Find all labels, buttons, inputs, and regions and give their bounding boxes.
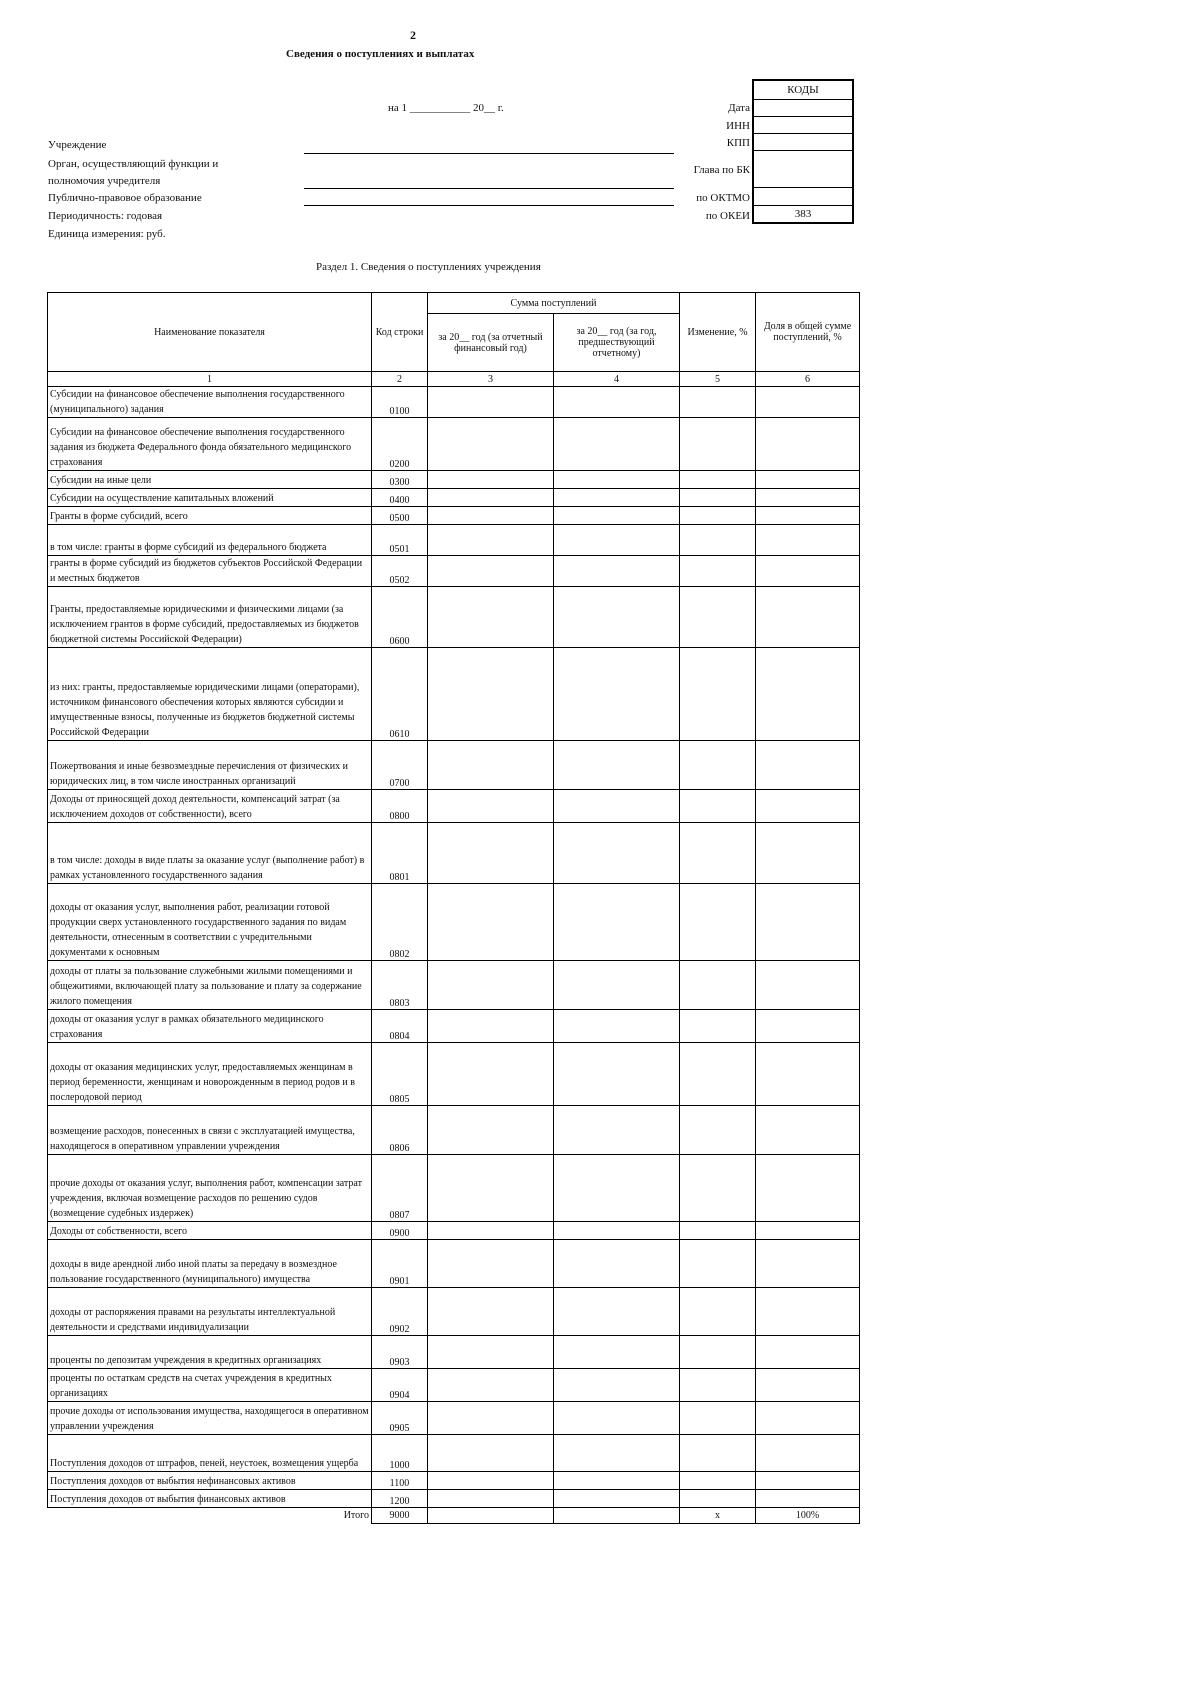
value-cell[interactable]: [680, 790, 756, 823]
value-cell[interactable]: [756, 1106, 860, 1155]
page-number: 2: [410, 28, 416, 42]
value-cell[interactable]: [680, 1435, 756, 1472]
value-cell[interactable]: [428, 525, 554, 556]
value-cell[interactable]: [756, 1435, 860, 1472]
value-cell[interactable]: [680, 525, 756, 556]
founder-label-line2: полномочия учредителя: [48, 175, 161, 187]
table-row: [48, 1435, 860, 1472]
row-name: Доходы от собственности, всего: [48, 1222, 372, 1240]
row-name: в том числе: доходы в виде платы за оказание услуг (выполнение работ) в рамках установленного государственного задания: [48, 823, 372, 884]
row-name: Поступления доходов от выбытия финансовых активов: [48, 1490, 372, 1508]
column-number: 5: [680, 372, 756, 387]
value-cell[interactable]: [554, 1240, 680, 1288]
value-cell[interactable]: [756, 418, 860, 471]
row-name: прочие доходы от оказания услуг, выполнения работ, компенсации затрат учреждения, включая возмещение расходов по решению судов (возмещение судебных издержек): [48, 1155, 372, 1222]
table-row: [48, 1402, 860, 1435]
row-code: 0100: [372, 387, 428, 418]
value-cell[interactable]: [680, 1369, 756, 1402]
value-cell[interactable]: [554, 1043, 680, 1106]
codes-header: КОДЫ: [754, 81, 852, 100]
value-cell[interactable]: [428, 1402, 554, 1435]
table-row: [48, 1106, 860, 1155]
value-cell[interactable]: [756, 1010, 860, 1043]
table-row: [48, 525, 860, 556]
value-cell[interactable]: [756, 1402, 860, 1435]
row-name: проценты по депозитам учреждения в кредитных организациях: [48, 1336, 372, 1369]
value-cell[interactable]: [680, 1240, 756, 1288]
value-cell[interactable]: [756, 1490, 860, 1508]
total-code: 9000: [372, 1508, 428, 1524]
value-cell[interactable]: [756, 1288, 860, 1336]
value-cell[interactable]: [756, 387, 860, 418]
row-code: 0300: [372, 471, 428, 489]
value-cell[interactable]: [428, 1155, 554, 1222]
row-name: Гранты в форме субсидий, всего: [48, 507, 372, 525]
unit-label: Единица измерения: руб.: [48, 228, 166, 240]
value-cell[interactable]: [428, 823, 554, 884]
value-cell[interactable]: [554, 648, 680, 741]
row-name: возмещение расходов, понесенных в связи с эксплуатацией имущества, находящегося в оперативном управлении учреждения: [48, 1106, 372, 1155]
table-row: [48, 1155, 860, 1222]
value-cell[interactable]: [756, 471, 860, 489]
row-name: Доходы от приносящей доход деятельности, компенсаций затрат (за исключением доходов от собственности), всего: [48, 790, 372, 823]
value-cell[interactable]: [428, 1106, 554, 1155]
row-code: 0900: [372, 1222, 428, 1240]
row-code: 0804: [372, 1010, 428, 1043]
value-cell[interactable]: [554, 1402, 680, 1435]
column-number: 6: [756, 372, 860, 387]
value-cell[interactable]: [756, 1043, 860, 1106]
table-row: [48, 1369, 860, 1402]
value-cell[interactable]: [554, 471, 680, 489]
column-number: 1: [48, 372, 372, 387]
value-cell[interactable]: [680, 387, 756, 418]
value-cell[interactable]: [554, 1336, 680, 1369]
code-cell-oktmo[interactable]: [754, 188, 852, 206]
value-cell[interactable]: [680, 1472, 756, 1490]
value-cell[interactable]: [428, 1010, 554, 1043]
code-cell-date[interactable]: [754, 99, 852, 117]
section-title: Раздел 1. Сведения о поступлениях учреждения: [316, 261, 541, 273]
value-cell[interactable]: [680, 1288, 756, 1336]
row-code: 1200: [372, 1490, 428, 1508]
value-cell[interactable]: [554, 1508, 680, 1524]
value-cell[interactable]: [554, 587, 680, 648]
row-name: доходы от распоряжения правами на результаты интеллектуальной деятельности и средствами индивидуализации: [48, 1288, 372, 1336]
value-cell[interactable]: [428, 1336, 554, 1369]
value-cell[interactable]: [554, 1369, 680, 1402]
value-cell[interactable]: [680, 884, 756, 961]
value-cell[interactable]: [428, 587, 554, 648]
codes-box: [752, 79, 854, 224]
value-cell[interactable]: [428, 1240, 554, 1288]
value-cell[interactable]: [680, 587, 756, 648]
code-label-oktmo: по ОКТМО: [696, 192, 750, 204]
header-col3: за 20__ год (за отчетный финансовый год): [428, 314, 554, 372]
document-title: Сведения о поступлениях и выплатах: [286, 48, 475, 60]
value-cell[interactable]: [554, 1288, 680, 1336]
value-cell[interactable]: [756, 587, 860, 648]
table-row: [48, 741, 860, 790]
founder-label-line1: Орган, осуществляющий функции и: [48, 158, 219, 170]
total-share: 100%: [756, 1508, 860, 1524]
value-cell[interactable]: [756, 1155, 860, 1222]
row-code: 0200: [372, 418, 428, 471]
row-code: 0400: [372, 489, 428, 507]
value-cell[interactable]: [756, 1240, 860, 1288]
header-code: Код строки: [372, 293, 428, 372]
table-row: [48, 507, 860, 525]
value-cell[interactable]: [428, 1222, 554, 1240]
row-name: доходы от оказания услуг, выполнения работ, реализации готовой продукции сверх установленного государственного задания по видам деятельности, отнесенным в соответствии с учредительными документами к основным: [48, 884, 372, 961]
value-cell[interactable]: [756, 648, 860, 741]
row-name: доходы от оказания медицинских услуг, предоставляемых женщинам в период беременности, женщинам и новорожденным в период родов и в послеродовой период: [48, 1043, 372, 1106]
table-row: [48, 884, 860, 961]
value-cell[interactable]: [428, 1490, 554, 1508]
row-name: Пожертвования и иные безвозмездные перечисления от физических и юридических лиц, в том числе иностранных организаций: [48, 741, 372, 790]
value-cell[interactable]: [554, 1155, 680, 1222]
table-row: [48, 1490, 860, 1508]
value-cell[interactable]: [554, 1010, 680, 1043]
value-cell[interactable]: [428, 961, 554, 1010]
value-cell[interactable]: [554, 1490, 680, 1508]
institution-label: Учреждение: [48, 139, 107, 151]
value-cell[interactable]: [756, 741, 860, 790]
column-number: 2: [372, 372, 428, 387]
row-name: Субсидии на финансовое обеспечение выполнения государственного задания из бюджета Федерального фонда обязательного медицинского страхования: [48, 418, 372, 471]
row-code: 0806: [372, 1106, 428, 1155]
table-row: [48, 1472, 860, 1490]
date-line: на 1 ___________ 20__ г.: [388, 102, 504, 114]
value-cell[interactable]: [756, 1472, 860, 1490]
code-cell-kpp[interactable]: [754, 134, 852, 151]
value-cell[interactable]: [756, 823, 860, 884]
value-cell[interactable]: [680, 648, 756, 741]
table-row: [48, 387, 860, 418]
value-cell[interactable]: [756, 1369, 860, 1402]
row-code: 0700: [372, 741, 428, 790]
header-col4: за 20__ год (за год, предшествующий отчетному): [554, 314, 680, 372]
value-cell[interactable]: [756, 525, 860, 556]
value-cell[interactable]: [680, 1222, 756, 1240]
value-cell[interactable]: [428, 1472, 554, 1490]
value-cell[interactable]: [680, 489, 756, 507]
table-row: [48, 961, 860, 1010]
institution-fill-line[interactable]: [304, 153, 674, 154]
value-cell[interactable]: [756, 507, 860, 525]
header-sum-group: Сумма поступлений: [428, 293, 680, 314]
row-name: доходы от оказания услуг в рамках обязательного медицинского страхования: [48, 1010, 372, 1043]
table-row: [48, 587, 860, 648]
row-name: Субсидии на осуществление капитальных вложений: [48, 489, 372, 507]
table-row: [48, 790, 860, 823]
table-row: [48, 648, 860, 741]
column-number-row: [48, 372, 860, 387]
table-row: [48, 418, 860, 471]
row-code: 0610: [372, 648, 428, 741]
value-cell[interactable]: [680, 556, 756, 587]
value-cell[interactable]: [428, 507, 554, 525]
value-cell[interactable]: [680, 1490, 756, 1508]
row-code: 0502: [372, 556, 428, 587]
row-name: Гранты, предоставляемые юридическими и физическими лицами (за исключением грантов в форме субсидий, предоставляемых из бюджетов бюджетной системы Российской Федерации): [48, 587, 372, 648]
value-cell[interactable]: [428, 1043, 554, 1106]
row-code: 0903: [372, 1336, 428, 1369]
table-row: [48, 1010, 860, 1043]
row-name: проценты по остаткам средств на счетах учреждения в кредитных организациях: [48, 1369, 372, 1402]
row-code: 0904: [372, 1369, 428, 1402]
row-code: 0500: [372, 507, 428, 525]
founder-fill-line[interactable]: [304, 188, 674, 189]
value-cell[interactable]: [756, 556, 860, 587]
value-cell[interactable]: [554, 1222, 680, 1240]
row-code: 0807: [372, 1155, 428, 1222]
value-cell[interactable]: [680, 1155, 756, 1222]
value-cell[interactable]: [680, 961, 756, 1010]
row-code: 0901: [372, 1240, 428, 1288]
table-row: [48, 1222, 860, 1240]
value-cell[interactable]: [428, 489, 554, 507]
value-cell[interactable]: [428, 471, 554, 489]
value-cell[interactable]: [756, 884, 860, 961]
value-cell[interactable]: [680, 1010, 756, 1043]
row-code: 1000: [372, 1435, 428, 1472]
value-cell[interactable]: [428, 1288, 554, 1336]
value-cell[interactable]: [680, 741, 756, 790]
row-name: Субсидии на финансовое обеспечение выполнения государственного (муниципального) задания: [48, 387, 372, 418]
value-cell[interactable]: [554, 556, 680, 587]
value-cell[interactable]: [428, 648, 554, 741]
total-label: Итого: [48, 1508, 372, 1524]
table-row: [48, 556, 860, 587]
code-label-okei: по ОКЕИ: [705, 210, 750, 222]
table-row: [48, 489, 860, 507]
value-cell[interactable]: [680, 1402, 756, 1435]
value-cell[interactable]: [554, 790, 680, 823]
row-code: 0501: [372, 525, 428, 556]
value-cell[interactable]: [554, 387, 680, 418]
value-cell[interactable]: [680, 823, 756, 884]
header-change: Изменение, %: [680, 293, 756, 372]
value-cell[interactable]: [680, 471, 756, 489]
header-share: Доля в общей сумме поступлений, %: [756, 293, 860, 372]
value-cell[interactable]: [554, 525, 680, 556]
row-name: доходы в виде арендной либо иной платы за передачу в возмездное пользование государственного (муниципального) имущества: [48, 1240, 372, 1288]
table-row: [48, 823, 860, 884]
row-code: 0802: [372, 884, 428, 961]
column-number: 3: [428, 372, 554, 387]
periodicity-label: Периодичность: годовая: [48, 210, 163, 222]
value-cell[interactable]: [428, 790, 554, 823]
row-code: 0805: [372, 1043, 428, 1106]
value-cell[interactable]: [756, 1336, 860, 1369]
row-code: 0803: [372, 961, 428, 1010]
value-cell[interactable]: [428, 1369, 554, 1402]
value-cell[interactable]: [428, 556, 554, 587]
row-code: 1100: [372, 1472, 428, 1490]
code-label-bk: Глава по БК: [693, 164, 750, 176]
value-cell[interactable]: [428, 741, 554, 790]
row-name: Субсидии на иные цели: [48, 471, 372, 489]
table-row: [48, 471, 860, 489]
table-row: [48, 1043, 860, 1106]
value-cell[interactable]: [756, 1222, 860, 1240]
row-name: Поступления доходов от выбытия нефинансовых активов: [48, 1472, 372, 1490]
table-row: [48, 1240, 860, 1288]
row-name: из них: гранты, предоставляемые юридическими лицами (операторами), источником финансового обеспечения которых являются субсидии и имущественные взносы, полученные из бюджетов бюджетной системы Российской Федерации: [48, 648, 372, 741]
row-code: 0800: [372, 790, 428, 823]
value-cell[interactable]: [428, 1508, 554, 1524]
row-name: гранты в форме субсидий из бюджетов субъектов Российской Федерации и местных бюджетов: [48, 556, 372, 587]
code-cell-bk[interactable]: [754, 151, 852, 188]
code-cell-okei: 383: [794, 208, 812, 220]
value-cell[interactable]: [554, 741, 680, 790]
total-row: [48, 1508, 860, 1524]
row-name: доходы от платы за пользование служебными жилыми помещениями и общежитиями, включающей плату за пользование и плату за содержание жилого помещения: [48, 961, 372, 1010]
row-code: 0902: [372, 1288, 428, 1336]
value-cell[interactable]: [554, 489, 680, 507]
row-name: прочие доходы от использования имущества, находящегося в оперативном управлении учреждения: [48, 1402, 372, 1435]
row-name: Поступления доходов от штрафов, пеней, неустоек, возмещения ущерба: [48, 1435, 372, 1472]
code-label-inn: ИНН: [726, 120, 750, 132]
header-name: Наименование показателя: [48, 293, 372, 372]
value-cell[interactable]: [680, 507, 756, 525]
value-cell[interactable]: [428, 1435, 554, 1472]
value-cell[interactable]: [756, 790, 860, 823]
value-cell[interactable]: [554, 884, 680, 961]
value-cell[interactable]: [554, 823, 680, 884]
row-code: 0801: [372, 823, 428, 884]
value-cell[interactable]: [428, 387, 554, 418]
value-cell[interactable]: [756, 489, 860, 507]
value-cell[interactable]: [680, 1336, 756, 1369]
row-code: 0905: [372, 1402, 428, 1435]
value-cell[interactable]: [428, 884, 554, 961]
value-cell[interactable]: [680, 418, 756, 471]
table-row: [48, 1336, 860, 1369]
public-entity-fill-line[interactable]: [304, 205, 674, 206]
receipts-table: [47, 292, 860, 1524]
code-label-kpp: КПП: [726, 137, 750, 149]
code-label-date: Дата: [728, 102, 750, 114]
column-number: 4: [554, 372, 680, 387]
row-name: в том числе: гранты в форме субсидий из федерального бюджета: [48, 525, 372, 556]
public-entity-label: Публично-правовое образование: [48, 192, 202, 204]
value-cell[interactable]: [554, 961, 680, 1010]
value-cell[interactable]: [554, 1435, 680, 1472]
code-cell-inn[interactable]: [754, 117, 852, 134]
value-cell[interactable]: [554, 418, 680, 471]
value-cell[interactable]: [756, 961, 860, 1010]
row-code: 0600: [372, 587, 428, 648]
value-cell[interactable]: [680, 1043, 756, 1106]
total-change: x: [680, 1508, 756, 1524]
value-cell[interactable]: [554, 507, 680, 525]
value-cell[interactable]: [428, 418, 554, 471]
value-cell[interactable]: [680, 1106, 756, 1155]
value-cell[interactable]: [554, 1106, 680, 1155]
table-row: [48, 1288, 860, 1336]
value-cell[interactable]: [554, 1472, 680, 1490]
